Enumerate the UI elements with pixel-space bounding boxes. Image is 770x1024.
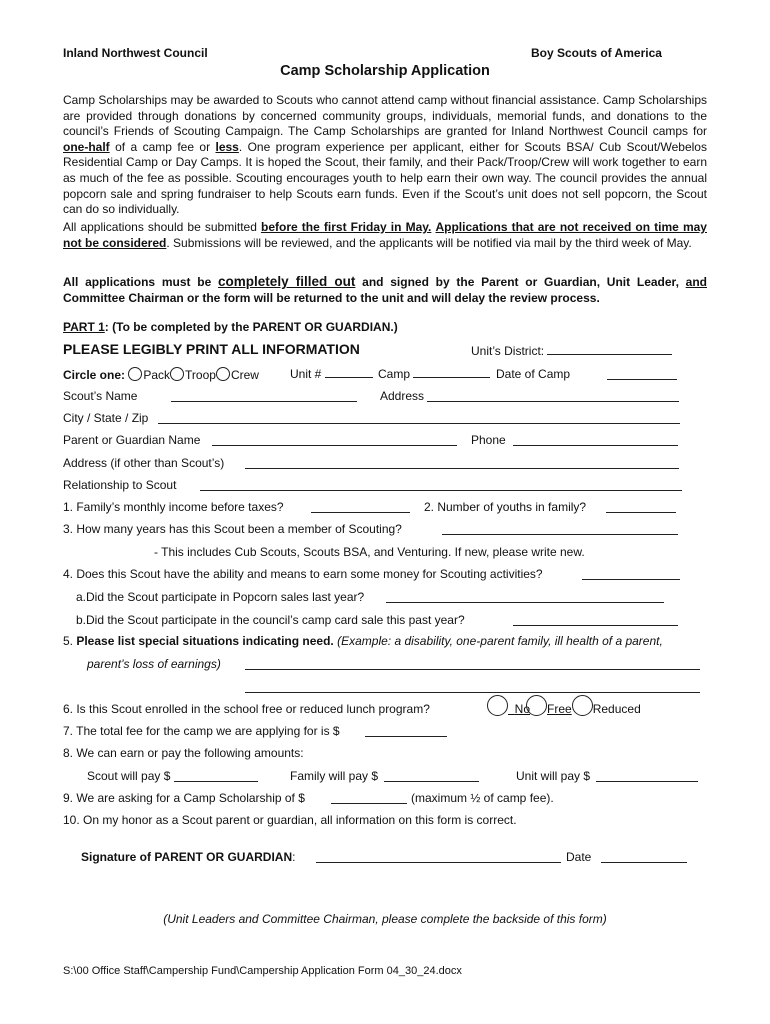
parent-name-label: Parent or Guardian Name bbox=[63, 433, 201, 447]
unit-number-line[interactable] bbox=[325, 367, 373, 378]
q1-label: 1. Family’s monthly income before taxes? bbox=[63, 500, 284, 514]
q4-line[interactable] bbox=[582, 569, 680, 580]
pack-option[interactable]: Pack bbox=[143, 368, 171, 382]
unit-type-row bbox=[63, 367, 259, 382]
q7-fee bbox=[63, 724, 340, 738]
q6-options bbox=[487, 695, 641, 716]
deadline-warning: Applications that are not received on time may not be considered bbox=[63, 220, 707, 250]
address-label: Address bbox=[380, 389, 425, 403]
free-label: Free bbox=[547, 702, 572, 716]
q2-label: 2. Number of youths in family? bbox=[424, 500, 587, 514]
relationship-field[interactable] bbox=[63, 478, 176, 492]
signature-date-label: Date bbox=[566, 850, 592, 864]
no-circle-icon[interactable] bbox=[487, 695, 508, 716]
q4a-popcorn bbox=[76, 590, 364, 604]
deadline-text-1: All applications should be submitted bbox=[63, 220, 261, 234]
city-label: City / State / Zip bbox=[63, 411, 149, 425]
relationship-line[interactable] bbox=[200, 480, 682, 491]
q9-line[interactable] bbox=[331, 793, 407, 804]
q4b-campcard bbox=[76, 613, 465, 627]
q8-amounts: 8. We can earn or pay the following amounts: bbox=[63, 746, 304, 760]
family-pay-field[interactable] bbox=[290, 769, 378, 783]
q5-line-1[interactable] bbox=[245, 659, 700, 670]
organization-name: Boy Scouts of America bbox=[531, 46, 662, 60]
q7-line[interactable] bbox=[365, 726, 447, 737]
q4-earn bbox=[63, 567, 543, 581]
q6-label: 6. Is this Scout enrolled in the school free or reduced lunch program? bbox=[63, 702, 430, 716]
q9-scholarship bbox=[63, 791, 305, 805]
phone-label: Phone bbox=[471, 433, 506, 447]
q5-line-2[interactable] bbox=[245, 682, 700, 693]
address-field[interactable] bbox=[380, 389, 424, 403]
address-other-field[interactable] bbox=[63, 456, 224, 470]
camp-line[interactable] bbox=[413, 367, 490, 378]
q3-label: 3. How many years has this Scout been a member of Scouting? bbox=[63, 522, 402, 536]
family-pay-line[interactable] bbox=[384, 771, 479, 782]
backside-note: (Unit Leaders and Committee Chairman, please complete the backside of this form) bbox=[163, 912, 607, 926]
deadline-paragraph bbox=[63, 220, 707, 251]
intro-paragraph bbox=[63, 93, 707, 218]
signature-colon: : bbox=[292, 850, 296, 864]
city-field[interactable] bbox=[63, 411, 148, 425]
relationship-label: Relationship to Scout bbox=[63, 478, 177, 492]
signature-date-line[interactable] bbox=[601, 852, 687, 863]
q2-youths bbox=[424, 500, 586, 514]
req-text-3: Committee Chairman or the form will be returned to the unit and will delay the review process. bbox=[63, 290, 600, 305]
no-label: No bbox=[514, 702, 531, 716]
phone-line[interactable] bbox=[513, 435, 678, 446]
q9-max: (maximum ½ of camp fee). bbox=[411, 791, 554, 805]
pack-circle-icon[interactable] bbox=[128, 367, 142, 381]
q10-honor: 10. On my honor as a Scout parent or guardian, all information on this form is correct. bbox=[63, 813, 517, 827]
part1-heading bbox=[63, 320, 398, 334]
q3-years bbox=[63, 522, 402, 536]
reduced-circle-icon[interactable] bbox=[572, 695, 593, 716]
scout-name-field[interactable] bbox=[63, 389, 137, 403]
part1-desc: : (To be completed by the PARENT OR GUARDIAN.) bbox=[104, 320, 398, 334]
signature-line[interactable] bbox=[316, 852, 561, 863]
troop-option[interactable]: Troop bbox=[185, 368, 216, 382]
print-instruction: PLEASE LEGIBLY PRINT ALL INFORMATION bbox=[63, 341, 360, 357]
q5-number: 5. bbox=[63, 634, 77, 648]
intro-emphasis-less: less bbox=[215, 139, 239, 154]
parent-name-field[interactable] bbox=[63, 433, 200, 447]
page-title: Camp Scholarship Application bbox=[280, 63, 490, 79]
crew-option[interactable]: Crew bbox=[230, 368, 259, 382]
q4a-line[interactable] bbox=[386, 592, 664, 603]
q4b-line[interactable] bbox=[513, 615, 678, 626]
unit-pay-label: Unit will pay $ bbox=[516, 769, 591, 783]
requirements-paragraph bbox=[63, 274, 707, 306]
q5-situations bbox=[63, 634, 663, 648]
address-line[interactable] bbox=[427, 391, 679, 402]
signature-label: Signature of PARENT OR GUARDIAN bbox=[81, 850, 293, 864]
address-other-label: Address (if other than Scout’s) bbox=[63, 456, 225, 470]
scout-pay-field[interactable] bbox=[87, 769, 170, 783]
q9-label: 9. We are asking for a Camp Scholarship of $ bbox=[63, 791, 305, 805]
scout-name-line[interactable] bbox=[171, 391, 357, 402]
unit-number-label: Unit # bbox=[290, 367, 322, 381]
city-line[interactable] bbox=[158, 413, 680, 424]
address-other-line[interactable] bbox=[245, 458, 679, 469]
q5-example-2: parent’s loss of earnings) bbox=[87, 657, 221, 671]
council-name: Inland Northwest Council bbox=[63, 46, 208, 60]
q1-income bbox=[63, 500, 284, 514]
date-of-camp-field[interactable] bbox=[496, 367, 570, 381]
date-of-camp-line[interactable] bbox=[607, 369, 677, 380]
req-and: and bbox=[685, 275, 707, 289]
q3-note: - This includes Cub Scouts, Scouts BSA, and Venturing. If new, please write new. bbox=[154, 545, 585, 559]
camp-label: Camp bbox=[378, 367, 411, 381]
q1-line[interactable] bbox=[311, 502, 410, 513]
signature-date-field[interactable] bbox=[566, 850, 591, 864]
parent-name-line[interactable] bbox=[212, 435, 457, 446]
unit-number-field[interactable] bbox=[290, 367, 373, 381]
district-line[interactable] bbox=[547, 344, 672, 355]
q5-example: (Example: a disability, one-parent family, ill health of a parent, bbox=[333, 634, 663, 648]
q3-line[interactable] bbox=[442, 524, 678, 535]
family-pay-label: Family will pay $ bbox=[290, 769, 379, 783]
req-completely: completely filled out bbox=[218, 274, 356, 289]
q4b-label: b.Did the Scout participate in the council’s camp card sale this past year? bbox=[76, 613, 465, 627]
camp-field[interactable] bbox=[378, 367, 490, 381]
troop-circle-icon[interactable] bbox=[170, 367, 184, 381]
circle-one-label: Circle one: bbox=[63, 368, 126, 382]
unit-pay-line[interactable] bbox=[596, 771, 698, 782]
reduced-option[interactable]: Reduced bbox=[592, 702, 641, 716]
district-label: Unit’s District: bbox=[471, 344, 545, 358]
deadline-text-2: . Submissions will be reviewed, and the applicants will be notified via mail by the third week of May. bbox=[166, 235, 692, 250]
free-circle-icon[interactable] bbox=[526, 695, 547, 716]
intro-text-1: Camp Scholarships may be awarded to Scouts who cannot attend camp without financial assistance. Camp Scholarships are provided through donations by concerned community groups, individuals, memorial funds, and donations to the council’s Friends of Scouting Campaign. The Camp Scholarships are granted for Inland Northwest Council camps for bbox=[63, 93, 707, 139]
phone-field[interactable] bbox=[471, 433, 506, 447]
crew-circle-icon[interactable] bbox=[216, 367, 230, 381]
unit-pay-field[interactable] bbox=[516, 769, 590, 783]
file-path: S:\00 Office Staff\Campership Fund\Campership Application Form 04_30_24.docx bbox=[63, 965, 462, 977]
scout-name-label: Scout’s Name bbox=[63, 389, 138, 403]
scout-pay-label: Scout will pay $ bbox=[87, 769, 171, 783]
intro-emphasis-half: one-half bbox=[63, 139, 110, 154]
district-field[interactable] bbox=[471, 344, 672, 358]
deadline-date: before the first Friday in May. bbox=[261, 220, 432, 234]
scout-pay-line[interactable] bbox=[174, 771, 258, 782]
intro-text-2: of a camp fee or bbox=[109, 139, 216, 154]
q6-lunch bbox=[63, 702, 430, 716]
date-of-camp-label: Date of Camp bbox=[496, 367, 571, 381]
req-text-2: and signed by the Parent or Guardian, Unit Leader, bbox=[355, 275, 686, 289]
q2-line[interactable] bbox=[606, 502, 676, 513]
q5-label: Please list special situations indicating need. bbox=[76, 634, 334, 648]
req-text-1: All applications must be bbox=[63, 275, 219, 289]
q7-label: 7. The total fee for the camp we are applying for is $ bbox=[63, 724, 340, 738]
intro-text-3: . One program experience per applicant, either for Scouts BSA/ Cub Scout/Webelos Residential Camp or Day Camps. It is hoped the Scout, their family, and their Pack/Troop/Crew will work together to earn as much of the fee as possible. Scouting encourages youth to help earn their own way. The council provides the annual popcorn sale and spring fundraiser to help Scouts earn funds. Even if the Scout’s unit does not sell popcorn, the Scout can do so individually. bbox=[63, 139, 707, 217]
q4a-label: a.Did the Scout participate in Popcorn sales last year? bbox=[76, 590, 365, 604]
q4-label: 4. Does this Scout have the ability and means to earn some money for Scouting activities? bbox=[63, 567, 543, 581]
signature-field[interactable] bbox=[81, 850, 295, 864]
free-option[interactable] bbox=[547, 702, 572, 716]
part1-label: PART 1 bbox=[63, 320, 105, 334]
